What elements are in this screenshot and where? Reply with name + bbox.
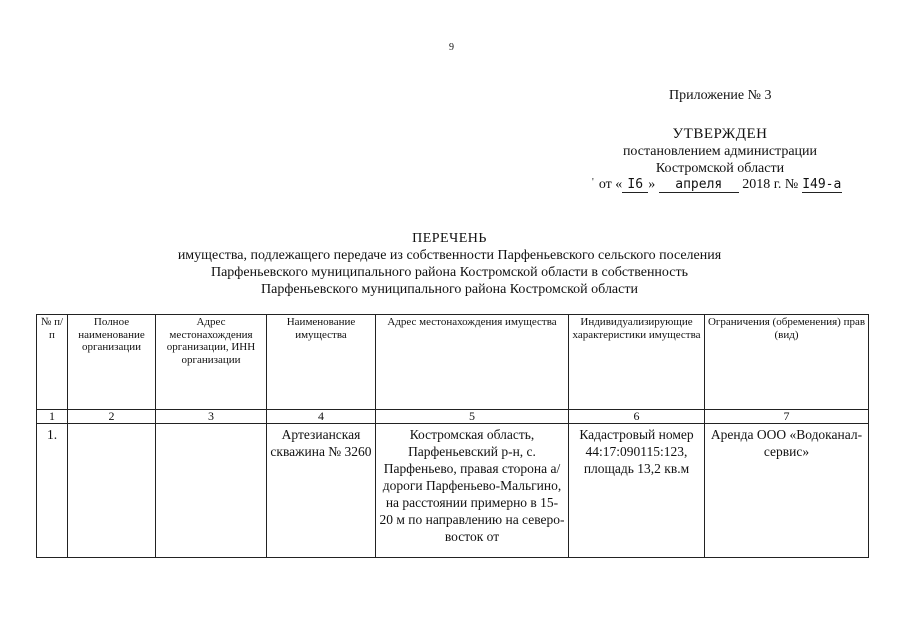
header-cell-number: № п/п [37,315,68,410]
approval-line-1: постановлением администрации [622,144,818,159]
appendix-label: Приложение № 3 [669,88,772,103]
document-title [0,230,899,298]
approval-line-2: Костромской области [655,161,785,176]
approval-heading: УТВЕРЖДЕН [672,126,768,142]
column-number: 5 [376,410,569,424]
title-line-3: Парфеньевского муниципального района Костромской области [261,282,638,297]
date-year: 2018 г. № [742,177,799,192]
date-prefix: от « [598,177,623,192]
column-number: 2 [68,410,156,424]
header-cell-org-name: Полное наименование организации [68,315,156,410]
column-number: 3 [156,410,267,424]
column-number: 1 [37,410,68,424]
date-day-close: » [648,177,656,192]
header-cell-property-name: Наименование имущества [267,315,376,410]
decree-number: I49-а [802,177,842,192]
approval-date-line [592,177,842,193]
column-number: 6 [569,410,705,424]
date-month: апреля [659,178,739,193]
title-line-1: имущества, подлежащего передаче из собственности Парфеньевского сельского поселения [177,248,722,263]
header-cell-characteristics: Индивидуализирующие характеристики имущества [569,315,705,410]
property-table [36,314,869,558]
column-number-row [37,410,869,424]
approval-tick-mark: ' [592,177,594,188]
table-row [37,424,869,558]
cell-org-name [68,424,156,558]
cell-row-number: 1. [37,424,68,558]
cell-property-name: Артезианская скважина № 3260 [267,424,376,558]
cell-org-address [156,424,267,558]
page-number: 9 [449,42,454,53]
table-header-row [37,315,869,410]
header-cell-restrictions: Ограничения (обременения) прав (вид) [705,315,869,410]
cell-restrictions: Аренда ООО «Водоканал-сервис» [705,424,869,558]
title-line-2: Парфеньевского муниципального района Костромской области в собственность [210,265,688,280]
cell-property-address: Костромская область, Парфеньевский р-н, с. Парфеньево, правая сторона а/дороги Парфеньево-Мальгино, на расстоянии примерно в 15- 20 м по направлению на северо-восток от [376,424,569,558]
header-cell-org-address: Адрес местонахождения организации, ИНН организации [156,315,267,410]
column-number: 7 [705,410,869,424]
column-number: 4 [267,410,376,424]
approval-block [560,126,880,177]
title-heading: ПЕРЕЧЕНЬ [412,231,487,246]
cell-characteristics: Кадастровый номер 44:17:090115:123, площадь 13,2 кв.м [569,424,705,558]
header-cell-property-address: Адрес местонахождения имущества [376,315,569,410]
date-day: I6 [622,178,648,193]
